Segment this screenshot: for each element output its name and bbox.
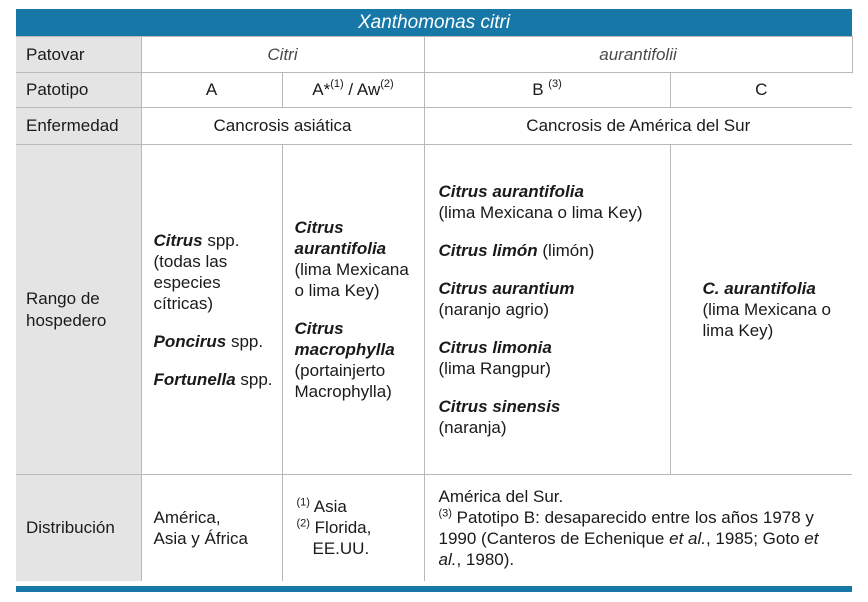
table-title: Xanthomonas citri	[16, 9, 852, 37]
host-b-aurantifolia-name: Citrus aurantifolia	[438, 182, 584, 201]
host-b-limonia-name: Citrus limonia	[438, 338, 552, 357]
distribucion-sur-line1: América del Sur.	[438, 486, 564, 506]
distribucion-astar-florida: Florida,	[309, 518, 372, 538]
host-c-aurantifolia	[703, 278, 847, 341]
distribucion-a	[141, 475, 282, 581]
distribucion-astar-sup2: (2)	[296, 517, 310, 530]
host-astar-macrophylla-desc: (portainjerto Macrophylla)	[294, 361, 392, 401]
distribucion-sur-etal1: et al.	[669, 528, 706, 548]
host-c-name: C. aurantifolia	[702, 279, 816, 298]
host-b-limonia-desc: (lima Rangpur)	[438, 359, 551, 378]
patovar-aurantifolii: aurantifolii	[424, 37, 852, 73]
distribucion-astar-asia: Asia	[309, 497, 347, 517]
rango-col-astar	[282, 145, 424, 475]
host-b-aurantium-desc: (naranjo agrio)	[438, 300, 550, 319]
patotipo-a: A	[141, 73, 282, 108]
host-poncirus-name: Poncirus	[153, 331, 227, 351]
enfermedad-row	[16, 108, 852, 145]
distribucion-sur-sup: (3)	[438, 507, 452, 520]
rango-label-line1: Rango de	[26, 288, 100, 308]
host-b-aurantifolia	[439, 181, 666, 223]
host-citrus-spp	[154, 230, 278, 314]
distribucion-row	[16, 475, 852, 581]
patotipo-astar	[282, 73, 424, 108]
patotipo-b	[424, 73, 670, 108]
host-citrus-rest: spp.	[202, 230, 240, 250]
xanthomonas-table-container	[16, 9, 852, 581]
host-b-aurantium-name: Citrus aurantium	[438, 279, 575, 298]
host-b-sinensis-desc: (naranja)	[438, 418, 507, 437]
patotipo-astar-sup2: (2)	[380, 78, 394, 91]
patotipo-c: C	[670, 73, 852, 108]
bottom-rule	[16, 586, 852, 592]
distribucion-astar-sup1: (1)	[296, 496, 310, 509]
rango-col-b	[424, 145, 670, 475]
distribucion-sur	[424, 475, 852, 581]
host-b-aurantifolia-desc: (lima Mexicana o lima Key)	[438, 203, 643, 222]
patotipo-astar-sup1: (1)	[330, 78, 344, 91]
patotipo-astar-prefix: A*	[312, 80, 331, 99]
rango-col-c	[670, 145, 852, 475]
patotipo-astar-mid: / Aw	[343, 80, 381, 99]
host-b-limonia	[439, 337, 666, 379]
host-b-limon-name: Citrus limón	[438, 241, 538, 260]
host-fortunella-rest: spp.	[235, 369, 273, 389]
host-b-sinensis	[439, 396, 666, 438]
host-astar-macrophylla-name: Citrus macrophylla	[294, 319, 395, 359]
xanthomonas-table	[16, 9, 853, 581]
patotipo-b-sup: (3)	[548, 78, 562, 91]
host-b-sinensis-name: Citrus sinensis	[438, 397, 561, 416]
rango-label-line2: hospedero	[26, 310, 107, 330]
patovar-label: Patovar	[16, 37, 141, 73]
host-citrus-desc: (todas las especies cítricas)	[153, 251, 228, 313]
patotipo-b-text: B	[532, 80, 549, 99]
host-b-aurantium	[439, 278, 666, 320]
host-b-limon-desc: (limón)	[537, 241, 595, 260]
distribucion-label: Distribución	[16, 475, 141, 581]
rango-label	[16, 145, 141, 475]
patovar-row	[16, 37, 852, 73]
host-c-desc: (lima Mexicana o lima Key)	[702, 300, 831, 340]
host-poncirus-spp	[154, 331, 278, 352]
host-astar-aurantifolia	[295, 217, 420, 301]
host-astar-aurantifolia-desc: (lima Mexicana o lima Key)	[294, 260, 409, 300]
rango-col-a	[141, 145, 282, 475]
distribucion-astar-line1	[297, 496, 424, 517]
distribucion-sur-text3: , 1985; Goto	[705, 528, 805, 548]
host-citrus-name: Citrus	[153, 230, 203, 250]
distribucion-sur-note	[439, 507, 843, 570]
patotipo-row	[16, 73, 852, 108]
distribucion-a-line1: América,	[153, 507, 221, 527]
host-b-limon	[439, 240, 666, 261]
distribucion-astar	[282, 475, 424, 581]
distribucion-sur-etal2: et al.	[438, 528, 819, 569]
patovar-citri: Citri	[141, 37, 424, 73]
host-poncirus-rest: spp.	[226, 331, 264, 351]
host-fortunella-name: Fortunella	[153, 369, 236, 389]
distribucion-a-line2: Asia y África	[153, 528, 248, 548]
rango-row	[16, 145, 852, 475]
title-row	[16, 9, 852, 37]
host-astar-aurantifolia-name: Citrus aurantifolia	[294, 218, 387, 258]
patotipo-label: Patotipo	[16, 73, 141, 108]
enfermedad-label: Enfermedad	[16, 108, 141, 145]
distribucion-astar-line2	[297, 517, 424, 538]
distribucion-astar-line3: EE.UU.	[312, 539, 370, 559]
distribucion-sur-text4: , 1980).	[456, 549, 515, 569]
host-fortunella-spp	[154, 369, 278, 390]
enfermedad-sur: Cancrosis de América del Sur	[424, 108, 852, 145]
host-astar-macrophylla	[295, 318, 420, 402]
enfermedad-asiatica: Cancrosis asiática	[141, 108, 424, 145]
distribucion-sur-text2: Patotipo B: desaparecido entre los años 1978 y 1990 (Canteros de Echenique	[438, 507, 814, 548]
